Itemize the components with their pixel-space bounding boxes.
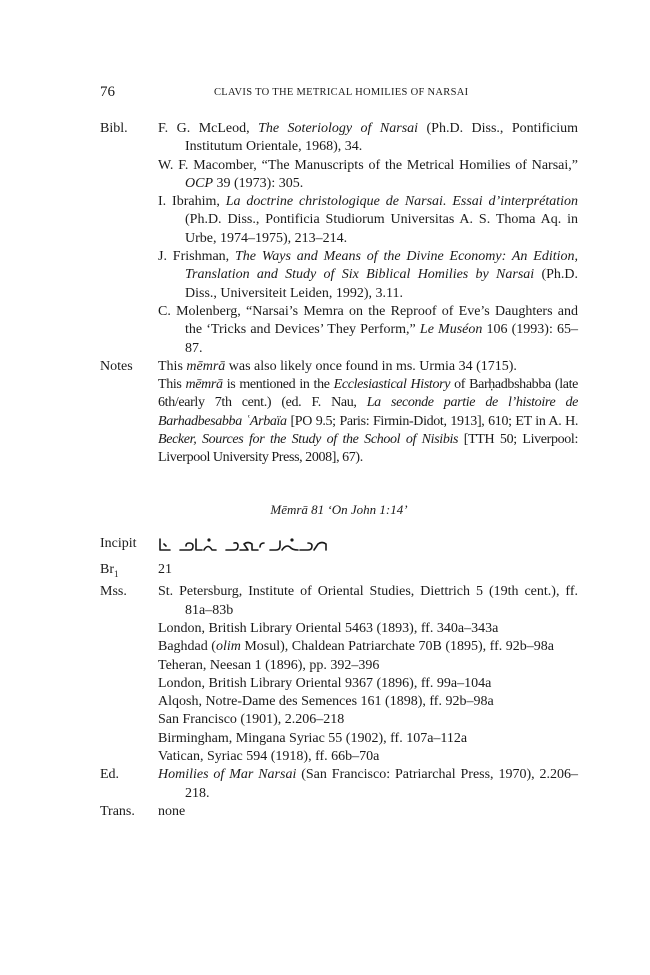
manuscript-item: Teheran, Neesan 1 (1896), pp. 392–396 <box>158 657 380 673</box>
bibl-entry: J. Frishman, The Ways and Means of the Divine Economy: An Edition, Translation and Study of Six Biblical Homilies by Narsai (Ph.D. Diss., Universiteit Leiden, 1992), 3.11. <box>158 249 578 301</box>
incipit-label: Incipit <box>100 536 137 551</box>
br1-row <box>100 561 578 583</box>
manuscript-item: San Francisco (1901), 2.206–218 <box>158 712 345 728</box>
bibl-entries <box>158 120 578 358</box>
mss-label: Mss. <box>100 584 127 600</box>
memra-details <box>100 535 578 821</box>
bibl-entry: I. Ibrahim, La doctrine christologique de Narsai. Essai d’interprétation (Ph.D. Diss., Pontificia Studiorum Universitas A. S. Thoma Aq. in Urbe, 1974–1975), 213–214. <box>158 194 578 246</box>
manuscript-item: Alqosh, Notre-Dame des Semences 161 (1898), ff. 92b–98a <box>158 694 494 710</box>
ed-label: Ed. <box>100 767 120 783</box>
incipit-row <box>100 535 578 561</box>
manuscript-item: London, British Library Oriental 9367 (1896), ff. 99a–104a <box>158 675 492 691</box>
trans-value: none <box>158 803 186 819</box>
edition-entry: Homilies of Mar Narsai (San Francisco: Patriarchal Press, 1970), 2.206–218. <box>158 767 578 801</box>
bibl-label: Bibl. <box>100 121 128 136</box>
ed-row <box>100 766 578 803</box>
page-number: 76 <box>100 84 115 100</box>
notes-paragraph: This mēmrā is mentioned in the Ecclesiastical History of Barḥadbshabba (late 6th/early 7th cent.) (ed. F. Nau, La seconde partie de l’histoire de Barhadbesabba ʿArbaïa [PO 9.5; Paris: Firmin-Didot, 1913], 610; ET in A. H. Becker, Sources for the Study of the School of Nisibis [TTH 50; Liverpool: Liverpool University Press, 2008], 67). <box>158 377 579 466</box>
bibl-entry: F. G. McLeod, The Soteriology of Narsai (Ph.D. Diss., Pontificium Institutum Orientale, 1968), 34. <box>158 121 578 155</box>
manuscript-item: London, British Library Oriental 5463 (1893), ff. 340a–343a <box>158 620 499 636</box>
trans-label: Trans. <box>100 803 135 819</box>
br1-label: $Br_1$ <box>100 562 119 580</box>
notes-line: This mēmrā was also likely once found in ms. Urmia 34 (1715). <box>158 358 517 374</box>
manuscript-item: Baghdad (olim Mosul), Chaldean Patriarchate 70B (1895), ff. 92b–98a <box>158 639 554 655</box>
manuscript-item: St. Petersburg, Institute of Oriental Studies, Diettrich 5 (19th cent.), ff. 81a–83b <box>158 584 578 618</box>
bibliography-section <box>100 120 578 468</box>
trans-row <box>100 803 578 821</box>
ed-content <box>158 766 578 803</box>
notes-content <box>158 358 578 468</box>
running-head <box>100 84 578 102</box>
memra-heading: Mēmrā 81 ‘On John 1:14’ <box>270 502 408 517</box>
mss-list <box>158 583 578 766</box>
incipit-syriac-script <box>158 535 330 561</box>
incipit-content <box>158 535 578 561</box>
br1-value: 21 <box>158 562 172 578</box>
bibl-row <box>100 120 578 358</box>
notes-label: Notes <box>100 358 133 374</box>
manuscript-item: Birmingham, Mingana Syriac 55 (1902), ff. 107a–112a <box>158 730 468 746</box>
running-title: CLAVIS TO THE METRICAL HOMILIES OF NARSAI <box>214 87 469 98</box>
notes-row <box>100 358 578 468</box>
manuscript-item: Vatican, Syriac 594 (1918), ff. 66b–70a <box>158 749 380 765</box>
bibl-entry: W. F. Macomber, “The Manuscripts of the Metrical Homilies of Narsai,” OCP 39 (1973): 305. <box>158 157 578 191</box>
mss-row <box>100 583 578 766</box>
bibl-entry: C. Molenberg, “Narsai’s Memra on the Reproof of Eve’s Daughters and the ‘Tricks and Devices’ They Perform,” Le Muséon 106 (1993): 65–87. <box>158 303 579 356</box>
